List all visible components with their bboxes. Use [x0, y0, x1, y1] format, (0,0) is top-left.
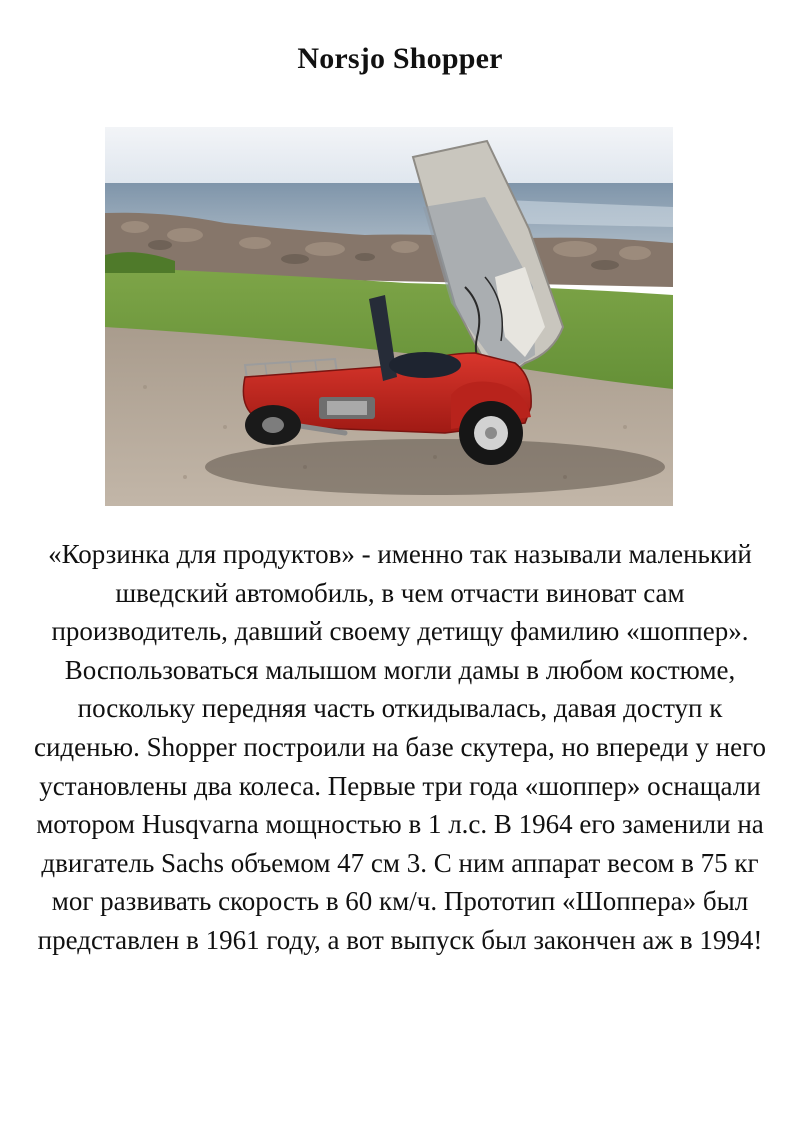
car-photo: [105, 127, 673, 506]
front-wheel: [459, 401, 523, 465]
article-paragraph: «Корзинка для продуктов» - именно так называли маленький шведский автомобиль, в чем отчасти виноват сам производитель, давший своему детищу фамилию «шоппер». Воспользоваться малышом могли дамы в любом костюме, поскольку передняя часть откидывалась, давая доступ к сиденью. Shopper построили на базе скутера, но впереди у него установлены два колеса. Первые три года «шоппер» оснащали мотором Husqvarna мощностью в 1 л.с. В 1964 его заменили на двигатель Sachs объемом 47 см 3. С ним аппарат весом в 75 кг мог развивать скорость в 60 км/ч. Прототип «Шоппера» был представлен в 1961 году, а вот выпуск был закончен аж в 1994!: [33, 539, 766, 955]
sky: [105, 127, 673, 185]
page-title: Norsjo Shopper: [297, 42, 503, 75]
rear-wheel: [245, 405, 301, 445]
